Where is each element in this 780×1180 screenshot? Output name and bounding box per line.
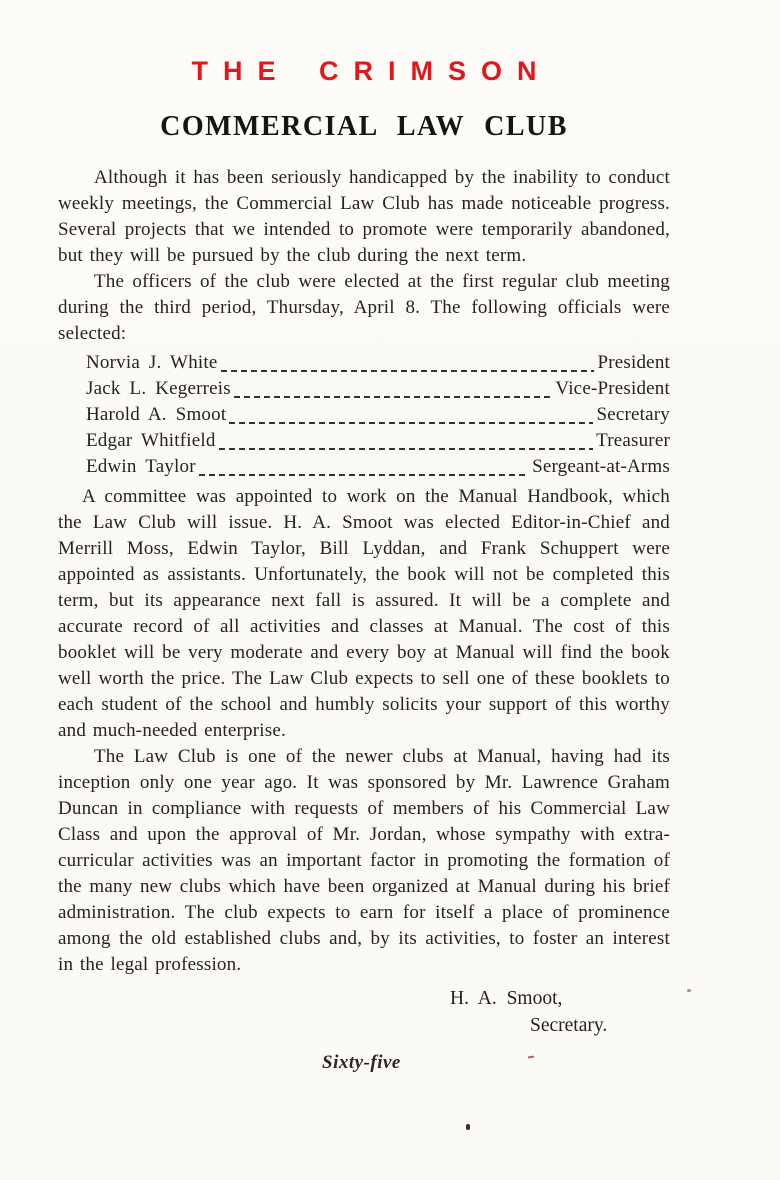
paragraph-elections: The officers of the club were elected at the first regular club meeting during the third period, Thursday, April 8. The following officials were selected:: [58, 271, 670, 344]
dash-leader: [226, 402, 596, 428]
paragraph-history: The Law Club is one of the newer clubs at Manual, having had its inception only one year ago. It was sponsored by Mr. Lawrence Graham Duncan in compliance with requests of members of his Commercial Law Class and upon the approval of Mr. Jordan, whose sympathy with extra-curricular activities was an important factor in promoting the formation of the many new clubs which have been organized at Manual during his brief administration. The club expects to earn for itself a place of prominence among the old established clubs and, by its activities, to foster an interest in the legal profession.: [58, 746, 670, 975]
signature-block: [58, 985, 670, 1039]
officer-title: Vice-President: [555, 378, 670, 399]
dash-leader: [196, 454, 532, 480]
page-number: Sixty-five: [322, 1052, 401, 1073]
scan-speck: [466, 1124, 470, 1130]
officer-name: Edgar Whitfield: [86, 430, 216, 451]
scan-speck: [687, 989, 691, 992]
masthead-title: THE CRIMSON: [191, 56, 552, 86]
officer-row: [86, 350, 670, 376]
officer-row: [86, 454, 670, 480]
officer-title: Sergeant-at-Arms: [532, 456, 670, 477]
officer-name: Jack L. Kegerreis: [86, 378, 231, 399]
officer-row: [86, 402, 670, 428]
dash-leader: [231, 376, 556, 402]
officer-title: Treasurer: [596, 430, 670, 451]
officers-list: [58, 350, 670, 480]
officer-name: Edwin Taylor: [86, 456, 196, 477]
article-title: COMMERCIAL LAW CLUB: [160, 111, 568, 142]
dash-leader: [216, 428, 596, 454]
paragraph-handbook: A committee was appointed to work on the Manual Handbook, which the Law Club will issue. H. A. Smoot was elected Editor-in-Chief and Merrill Moss, Edwin Taylor, Bill Lyddan, and Frank Schuppert were appointed as assistants. Unfortunately, the book will not be completed this term, but its appearance next fall is assured. It will be a complete and accurate record of all activities and classes at Manual. The cost of this booklet will be very moderate and every boy at Manual will find the book well worth the price. The Law Club expects to sell one of these booklets to each student of the school and humbly solicits your support of this worthy and much-needed enterprise.: [58, 486, 670, 741]
paragraph-intro: Although it has been seriously handicapped by the inability to conduct weekly meetings, the Commercial Law Club has made noticeable progress. Several projects that we intended to promote were temporarily abandoned, but they will be pursued by the club during the next term.: [58, 167, 670, 266]
officer-title: President: [597, 352, 670, 373]
page-sheet: [58, 0, 670, 1074]
officer-title: Secretary: [596, 404, 670, 425]
signature-name: H. A. Smoot,: [450, 988, 563, 1009]
officer-name: Harold A. Smoot: [86, 404, 227, 425]
dash-leader: [218, 350, 598, 376]
signature-role: Secretary.: [530, 1015, 608, 1036]
officer-name: Norvia J. White: [86, 352, 218, 373]
officer-row: [86, 428, 670, 454]
officer-row: [86, 376, 670, 402]
